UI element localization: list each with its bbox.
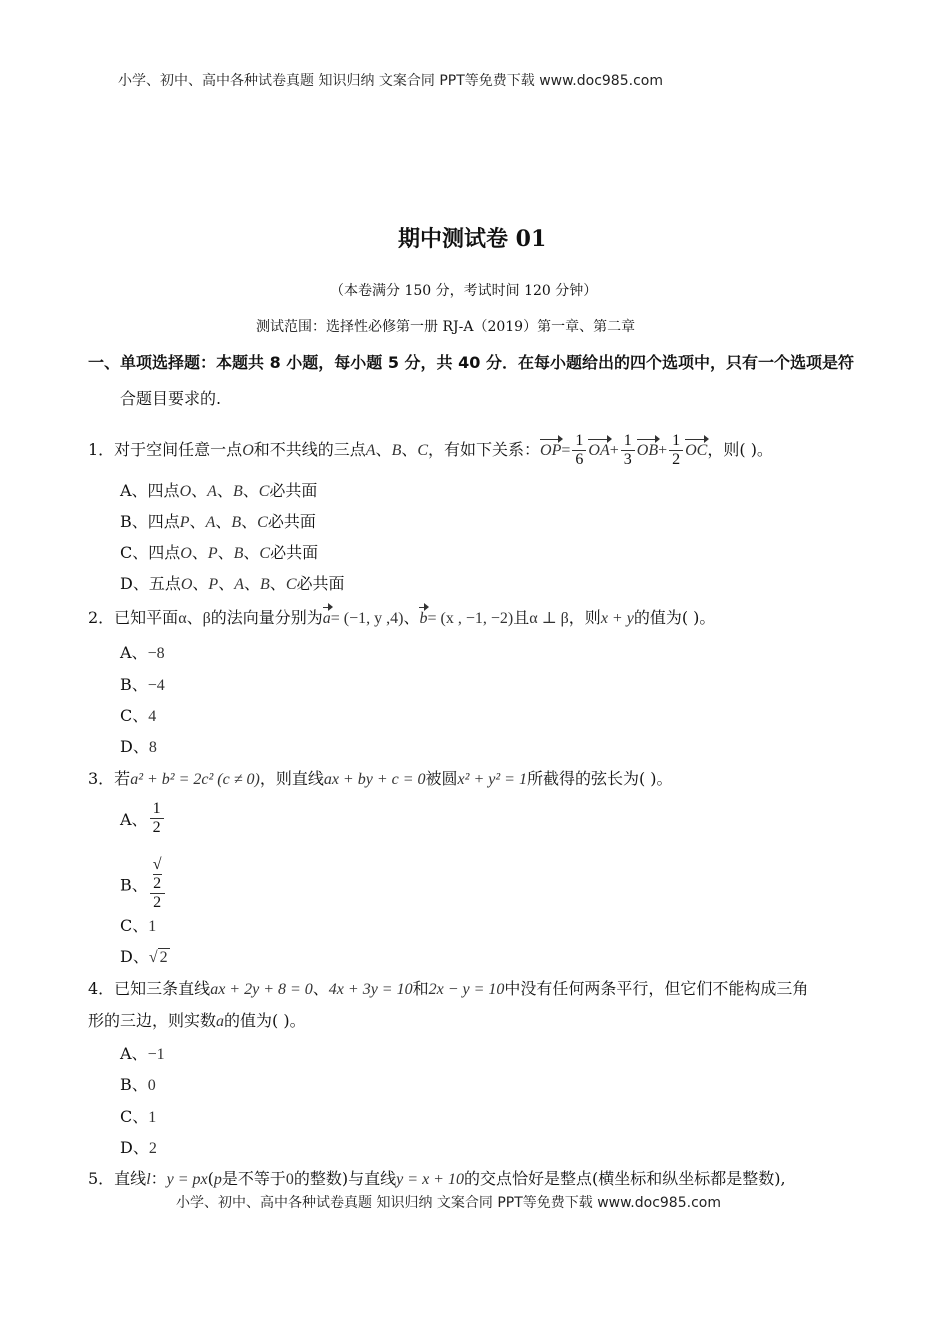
q4-option-c: C、1 [120, 1107, 157, 1126]
q3-option-b: B、 √ 2 2 [120, 856, 167, 912]
q2-option-c: C、4 [120, 706, 157, 725]
question-3: 3．若a² + b² = 2c² (c ≠ 0)，则直线ax + by + c = 0被圆x² + y² = 1所截得的弦长为( )。 [88, 769, 673, 788]
q2-option-b: B、−4 [120, 675, 165, 694]
section-heading: 一、单项选择题：本题共 8 小题，每小题 5 分，共 40 分．在每小题给出的四个选项中，只有一个选项是符 [88, 353, 854, 372]
q3-option-a: A、 $\frac{1}{2}$ [120, 800, 166, 837]
q4-option-a: A、−1 [120, 1044, 165, 1063]
q1-option-d: D、五点O、P、A、B、C必共面 [120, 574, 345, 593]
question-4-cont: 形的三边，则实数a的值为( )。 [88, 1011, 306, 1030]
q2-option-a: A、−8 [120, 643, 165, 662]
q1-option-a: A、四点O、A、B、C必共面 [120, 481, 318, 500]
section-heading-cont: 合题目要求的. [120, 389, 222, 408]
test-scope: 测试范围：选择性必修第一册 RJ-A（2019）第一章、第二章 [256, 319, 636, 335]
q1-option-b: B、四点P、A、B、C必共面 [120, 512, 316, 531]
fraction-sqrt2-over-2: √ 2 2 [150, 856, 165, 912]
page-title: 期中测试卷 01 [398, 226, 547, 252]
fraction-1-2: $\frac{1}{2}$ [669, 432, 683, 469]
q4-option-d: D、2 [120, 1138, 157, 1157]
q2-option-d: D、8 [120, 737, 157, 756]
q1-option-c: C、四点O、P、B、C必共面 [120, 543, 319, 562]
fraction-half: $\frac{1}{2}$ [150, 800, 164, 837]
fraction-1-3: $\frac{1}{3}$ [621, 432, 635, 469]
question-1: 1．对于空间任意一点O和不共线的三点A、B、C，有如下关系：OP= $\frac{1}{6}$ OA+ $\frac{1}{3}$ OB+ $\frac{1}{2}$ OC，则( )。 [88, 432, 773, 468]
fraction-1-6: $\frac{1}{6}$ [572, 432, 586, 469]
question-5: 5．直线l：y = px(p是不等于0的整数)与直线y = x + 10的交点恰好是整点(横坐标和纵坐标都是整数), [88, 1169, 786, 1188]
vector-op: OP [540, 442, 562, 459]
q3-option-c: C、1 [120, 916, 157, 935]
question-4: 4．已知三条直线ax + 2y + 8 = 0、4x + 3y = 10和2x − y = 10中没有任何两条平行，但它们不能构成三角 [88, 979, 809, 998]
page-footer: 小学、初中、高中各种试卷真题 知识归纳 文案合同 PPT等免费下载 www.doc985.com [176, 1195, 721, 1211]
question-2: 2．已知平面α、β的法向量分别为a= (−1, y ,4)、b= (x , −1, −2)且α ⊥ β，则x + y的值为( )。 [88, 608, 716, 627]
exam-info: （本卷满分 150 分，考试时间 120 分钟） [330, 283, 598, 299]
q4-option-b: B、0 [120, 1075, 156, 1094]
q3-option-d: D、√ 2 [120, 947, 168, 966]
page-header: 小学、初中、高中各种试卷真题 知识归纳 文案合同 PPT等免费下载 www.doc985.com [118, 73, 663, 89]
